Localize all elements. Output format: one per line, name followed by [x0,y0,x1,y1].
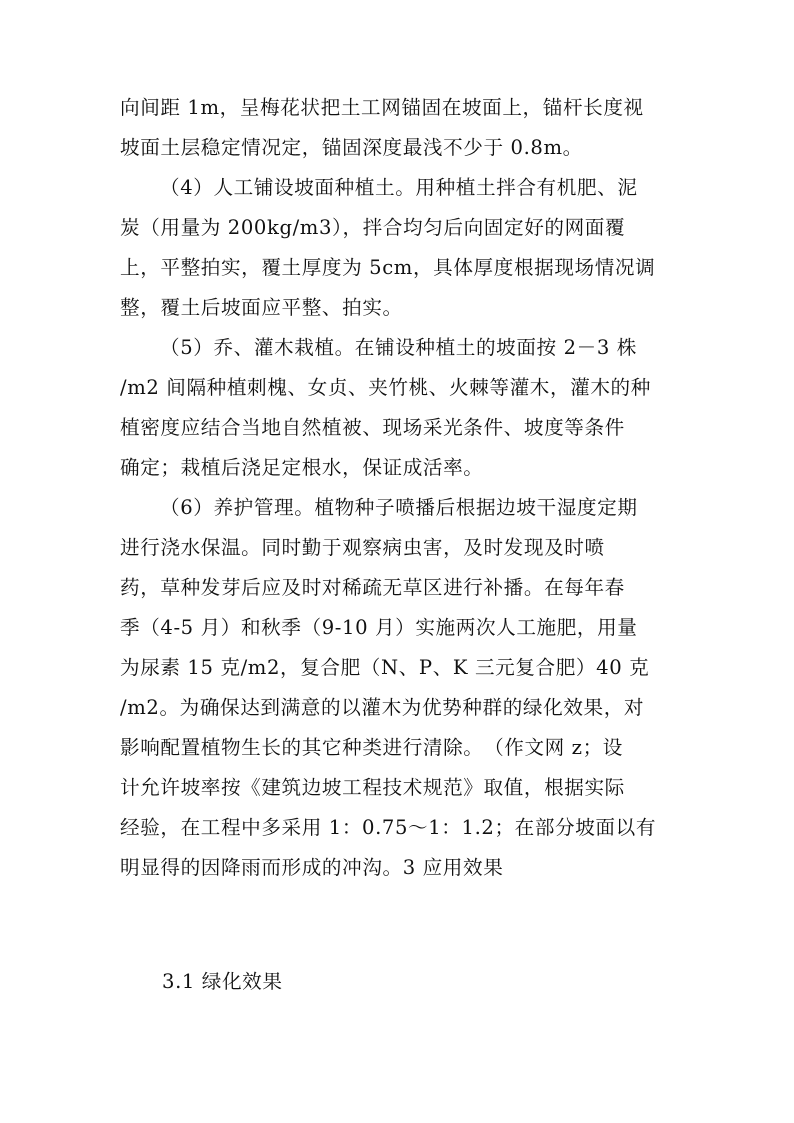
text-line-16: /m2。为确保达到满意的以灌木为优势种群的绿化效果，对 [120,696,645,719]
text-line-1: 向间距 1m，呈梅花状把土工网锚固在坡面上，锚杆长度视 [120,96,644,119]
text-line-6: 整，覆土后坡面应平整、拍实。 [120,296,403,319]
text-line-4: 炭（用量为 200kg/m3），拌合均匀后向固定好的网面覆 [120,216,626,239]
text-line-9: 植密度应结合当地自然植被、现场采光条件、坡度等条件 [120,416,625,439]
text-line-13: 药，草种发芽后应及时对稀疏无草区进行补播。在每年春 [120,576,625,599]
text-line-5: 上，平整拍实，覆土厚度为 5cm，具体厚度根据现场情况调 [120,256,656,279]
text-line-20: 明显得的因降雨而形成的冲沟。3 应用效果 [120,856,504,879]
text-line-15: 为尿素 15 克/m2，复合肥（N、P、K 三元复合肥）40 克 [120,656,650,679]
text-line-18: 计允许坡率按《建筑边坡工程技术规范》取值，根据实际 [120,776,625,799]
text-line-11: （6）养护管理。植物种子喷播后根据边坡干湿度定期 [160,496,638,519]
section-heading: 3.1 绿化效果 [162,970,283,993]
text-line-17: 影响配置植物生长的其它种类进行清除。 （作文网 z；设 [120,736,623,759]
text-line-7: （5）乔、灌木栽植。在铺设种植土的坡面按 2－3 株 [160,336,637,359]
text-line-14: 季（4-5 月）和秋季（9-10 月）实施两次人工施肥，用量 [120,616,638,639]
text-line-3: （4）人工铺设坡面种植土。用种植土拌合有机肥、泥 [160,176,638,199]
text-line-19: 经验，在工程中多采用 1：0.75～1：1.2；在部分坡面以有 [120,816,657,839]
text-line-12: 进行浇水保温。同时勤于观察病虫害，及时发现及时喷 [120,536,605,559]
text-line-2: 坡面土层稳定情况定，锚固深度最浅不少于 0.8m。 [120,136,583,159]
text-line-8: /m2 间隔种植刺槐、女贞、夹竹桃、火棘等灌木，灌木的种 [120,376,651,399]
text-line-10: 确定；栽植后浇足定根水，保证成活率。 [120,456,484,479]
document-body [120,88,680,888]
